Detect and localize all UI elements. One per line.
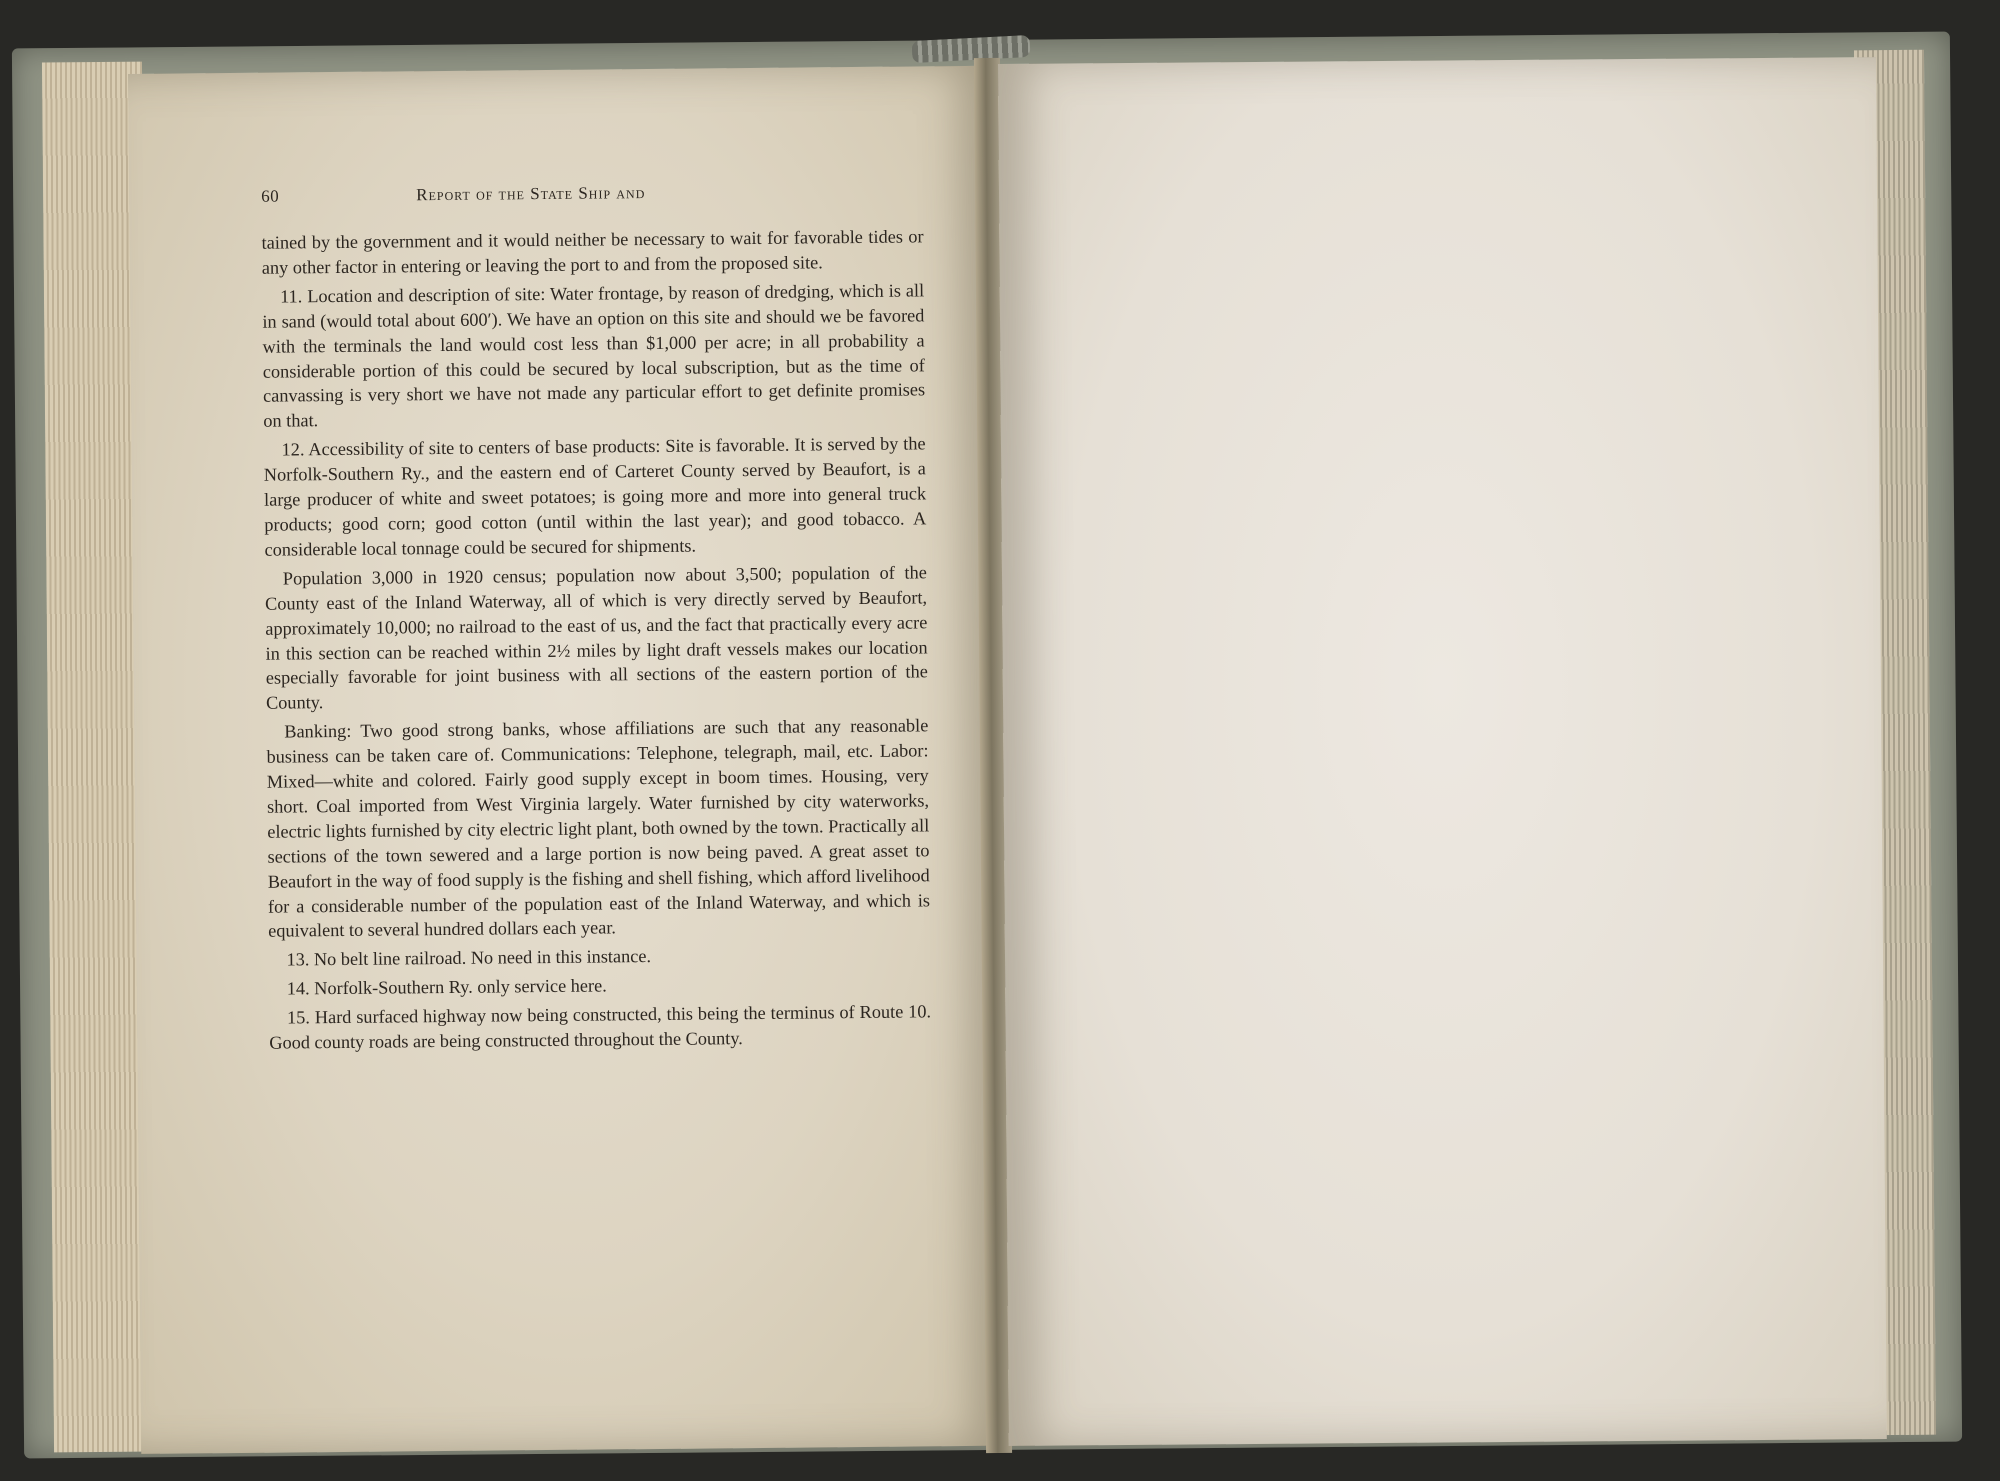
page-text-block	[261, 178, 931, 1059]
paragraph: Population 3,000 in 1920 census; population now about 3,500; population of the County east of the Inland Waterway, all of which is very directly served by Beaufort, approximately 10,000; no railroad to the east of us, and the fact that practically every acre in this section can be reached within 2½ miles by light draft vessels makes our location especially favorable for joint business with all sections of the eastern portion of the County.	[264, 562, 928, 714]
paragraph: 14. Norfolk-Southern Ry. only service here.	[286, 975, 607, 999]
running-title: Report of the State Ship and	[416, 183, 646, 205]
paragraph: 11. Location and description of site: Water frontage, by reason of dredging, which is all in sand (would total about 600′). We have an option on this site and should we be favored with the terminals the land would cost less than $1,000 per acre; in all probability a considerable portion of this could be secured by local subscription, but as the time of canvassing is very short we have not made any particular effort to get definite promises on that.	[262, 280, 926, 432]
paragraph: 12. Accessibility of site to centers of base products: Site is favorable. It is served by the Norfolk-Southern Ry., and the eastern end of Carteret County served by Beaufort, is a large producer of white and sweet potatoes; is going more and more into general truck products; good corn; good cotton (until within the last year); and good tobacco. A considerable local tonnage could be secured for shipments.	[263, 433, 927, 560]
paragraph: 13. No belt line railroad. No need in this instance.	[286, 946, 652, 970]
paragraph: 15. Hard surfaced highway now being constructed, this being the terminus of Route 10. Good county roads are being constructed throughout the County.	[269, 1001, 932, 1053]
paragraph: Banking: Two good strong banks, whose affiliations are such that any reasonable business can be taken care of. Communications: Telephone, telegraph, mail, etc. Labor: Mixed—white and colored. Fairly good supply except in boom times. Housing, very short. Coal imported from West Virginia largely. Water furnished by city waterworks, electric lights furnished by city electric light plant, both owned by the town. Practically all sections of the town sewered and a large portion is now being paved. A great asset to Beaufort in the way of food supply is the fishing and shell fishing, which afford livelihood for a considerable number of the population east of the Inland Waterway, and which is equivalent to several hundred dollars each year.	[266, 715, 931, 942]
page-number: 60	[261, 186, 280, 206]
right-page-blank	[998, 57, 1887, 1446]
running-head	[261, 178, 923, 230]
left-page	[128, 66, 1003, 1454]
paragraph: tained by the government and it would neither be necessary to wait for favorable tides or any other factor in entering or leaving the port to and from the proposed site.	[261, 226, 924, 278]
